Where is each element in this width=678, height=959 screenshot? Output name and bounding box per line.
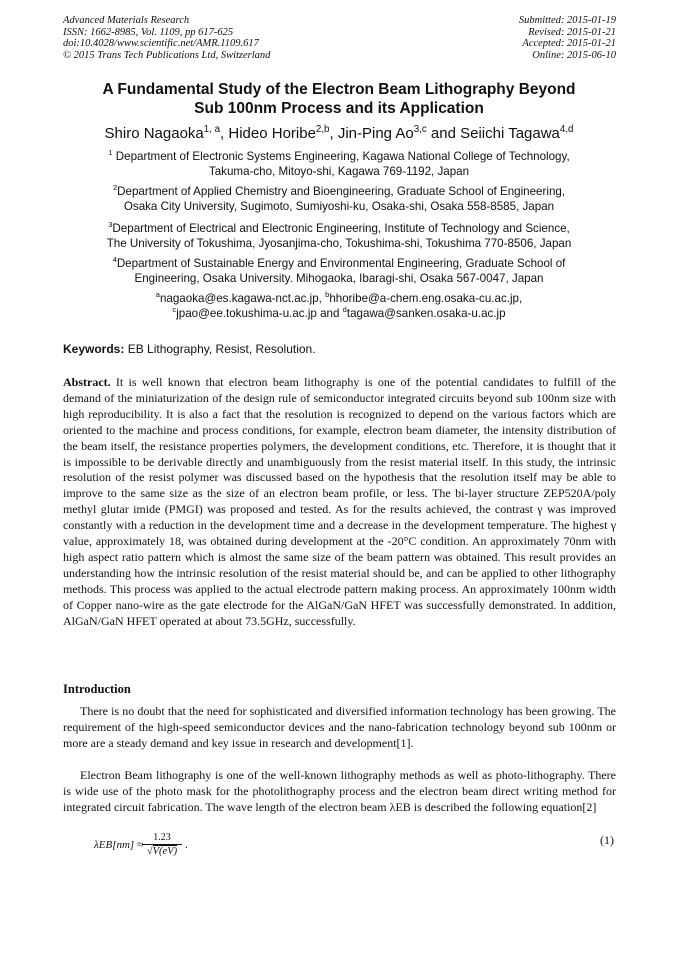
equation-1	[94, 832, 614, 866]
author-affil-mark: 4,d	[559, 124, 574, 135]
affiliation-line: Engineering, Osaka University. Mihogaoka, Ibaragi-shi, Osaka 567-0047, Japan	[134, 272, 544, 285]
date-online: Online: 2015-06-10	[532, 49, 616, 61]
abstract	[63, 375, 616, 630]
affiliation-line: The University of Tokushima, Jyosanjima-cho, Tokushima-shi, Tokushima 770-8506, Japan	[106, 237, 572, 250]
journal-copyright: © 2015 Trans Tech Publications Ltd, Switzerland	[63, 49, 271, 61]
equation-numerator: 1.23	[142, 832, 182, 845]
journal-doi: doi:10.4028/www.scientific.net/AMR.1109.617	[63, 38, 259, 50]
affiliation-text: Department of Applied Chemistry and Bioengineering, Graduate School of Engineering,	[117, 185, 566, 198]
journal-header-left	[63, 15, 270, 61]
date-accepted: Accepted: 2015-01-21	[522, 38, 616, 50]
keywords-label: Keywords:	[63, 342, 125, 356]
affiliation-mark: 3	[108, 220, 113, 230]
journal-header-right	[519, 15, 616, 61]
paper-title	[40, 80, 638, 118]
affiliation-line	[40, 221, 638, 236]
email-line-1	[40, 291, 638, 306]
journal-issn: ISSN: 1662-8985, Vol. 1109, pp 617-625	[63, 26, 234, 38]
affiliation-2	[40, 184, 638, 214]
section-heading-introduction: Introduction	[63, 682, 131, 696]
author-separator: ,	[220, 125, 229, 142]
affiliation-text: Department of Electrical and Electronic Engineering, Institute of Technology and Science,	[112, 222, 570, 235]
affiliation-text: Department of Electronic Systems Engineering, Kagawa National College of Technology,	[112, 150, 570, 163]
affiliation-mark: 2	[112, 183, 118, 193]
equation-number: (1)	[600, 833, 614, 847]
author-name: Jin-Ping Ao	[337, 125, 414, 142]
date-submitted: Submitted: 2015-01-19	[518, 15, 616, 26]
author-separator: ,	[329, 125, 338, 142]
affiliation-line	[40, 256, 638, 271]
email-mark: a	[155, 290, 160, 300]
keywords	[63, 342, 316, 356]
email-link[interactable]: hhoribe@a-chem.eng.osaka-cu.ac.jp,	[329, 292, 523, 305]
author-affil-mark: 1, a	[203, 124, 221, 135]
radical-sign: √	[146, 846, 153, 857]
email-line-2	[40, 306, 638, 321]
title-line-1: A Fundamental Study of the Electron Beam Lithography Beyond	[102, 81, 576, 98]
author-name: Seiichi Tagawa	[460, 125, 560, 142]
equation-period: .	[185, 839, 188, 851]
author-name: Hideo Horibe	[228, 125, 316, 142]
equation-fraction	[142, 832, 182, 857]
journal-name: Advanced Materials Research	[63, 15, 190, 26]
author-name: Shiro Nagaoka	[104, 125, 204, 142]
affiliation-line: Takuma-cho, Mitoyo-shi, Kagawa 769-1192, Japan	[208, 165, 470, 178]
affiliation-line	[40, 184, 638, 199]
email-link[interactable]: jpao@ee.tokushima-u.ac.jp and	[176, 307, 343, 320]
affiliation-line: Osaka City University, Sugimoto, Sumiyoshi-ku, Osaka-shi, Osaka 558-8585, Japan	[123, 200, 555, 213]
affiliation-1	[40, 149, 638, 179]
author-emails	[40, 291, 638, 321]
email-link[interactable]: nagaoka@es.kagawa-nct.ac.jp,	[159, 292, 326, 305]
author-affil-mark: 2,b	[315, 124, 330, 135]
introduction-paragraph-2: Electron Beam lithography is one of the well-known lithography methods as well as photo-lithography. There is wide use of the photo mask for the photolithography process and the electron beam direct writing method for integrated circuit fabrication. The wave length of the electron beam λEB is described the following equation[2]	[63, 768, 616, 814]
equation-lhs: λEB[nm] ≈	[94, 839, 143, 851]
affiliation-line	[40, 149, 638, 164]
affiliation-mark: 4	[112, 255, 117, 265]
email-mark: b	[325, 290, 330, 300]
affiliation-mark: 1	[108, 148, 113, 158]
author-affil-mark: 3,c	[413, 124, 427, 135]
radicand: V(eV)	[152, 846, 178, 857]
keywords-text: EB Lithography, Resist, Resolution.	[124, 342, 316, 356]
email-mark: d	[342, 305, 347, 315]
author-list	[20, 125, 658, 143]
title-line-2: Sub 100nm Process and its Application	[194, 100, 484, 117]
abstract-text: It is well known that electron beam lithography is one of the potential candidates to fulfill of the demand of the miniaturization of the design rule of semiconductor integrated circuits beyond sub 100nm size with high reproducibility. It is also a fact that the resolution is recognized to depend on the various factors which are oriented to the machine and process conditions, for example, electron beam diameter, the intensity distribution of the beam itself, the resistance properties polymers, the development conditions, etc. Therefore, it is thought that it is impossible to be derivable directly and unambiguously from the resist material itself. In this study, the intrinsic resolution of the resist polymer was discussed based on the hypothesis that the resolution itself may be able to improve to the same size as the size of an electron beam profile, or less. The bi-layer structure ZEP520A/poly methyl glutar imide (PMGI) was proposed and tested. As for the results achieved, the contrast γ was improved constantly with a reduction in the development time and a decrease in the development temperature. The highest γ value, approximately 18, was obtained during development at the -20°C condition. An approximately 70nm with high aspect ratio pattern which is almost the same size of the beam pattern was obtained. This result provides an understanding how the intrinsic resolution of the resist material should be, and can be applied to other lithography methods. This process was applied to the actual electrode pattern making process. An approximately 100nm width of Copper nano-wire as the gate electrode for the AlGaN/GaN HFET was successfully demonstrated. In addition, AlGaN/GaN HFET operated at about 73.5GHz, successfully.	[63, 375, 616, 628]
author-separator: and	[426, 125, 461, 142]
email-mark: c	[172, 305, 177, 315]
affiliation-3	[40, 221, 638, 251]
affiliation-4	[40, 256, 638, 286]
email-link[interactable]: tagawa@sanken.osaka-u.ac.jp	[346, 307, 506, 320]
date-revised: Revised: 2015-01-21	[528, 26, 616, 38]
introduction-paragraph-1: There is no doubt that the need for sophisticated and diversified information technology has been growing. The requirement of the high-speed semiconductor devices and the nano-fabrication technology beyond sub 100nm or more are a steady demand and key issue in research and development[1].	[63, 704, 616, 750]
abstract-label: Abstract.	[63, 375, 111, 389]
affiliation-text: Department of Sustainable Energy and Environmental Engineering, Graduate School of	[116, 257, 566, 270]
equation-denominator	[142, 845, 182, 857]
